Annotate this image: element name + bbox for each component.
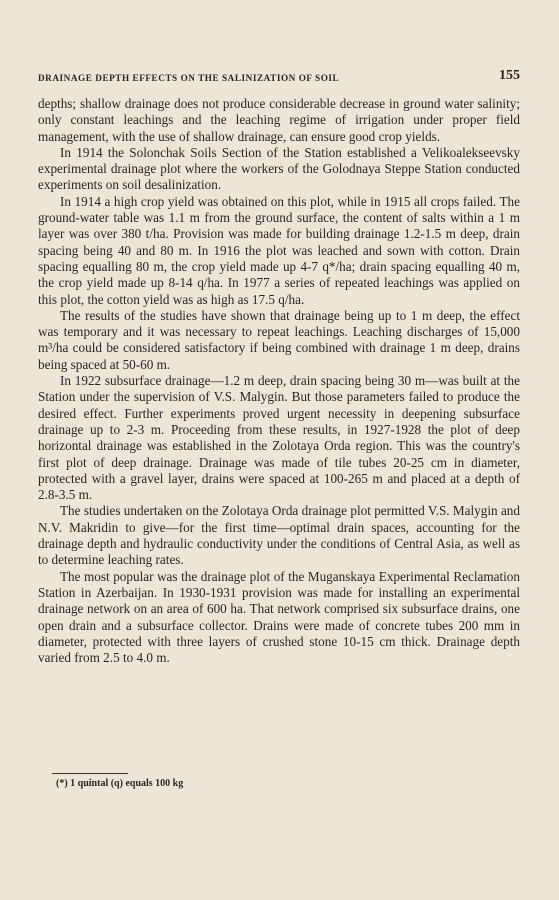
paragraph-velikoalekseevsky-plot: In 1914 the Solonchak Soils Section of the Station established a Velikoalekseevsky experimental drainage plot where the workers of the Golodnaya Steppe Station conducted experiments on soil desalinization.: [38, 144, 520, 193]
page-number: 155: [499, 68, 520, 83]
paragraph-subsurface-drainage-1922: In 1922 subsurface drainage—1.2 m deep, drain spacing being 30 m—was built at the Station under the supervision of V.S. Malygin. But those parameters failed to produce the desired effect. Further experiments proved urgent necessity in deepening subsurface drainage up to 2-3 m. Proceeding from these results, in 1927-1928 the plot of deep horizontal drainage was established in the Zolotaya Orda region. This was the country's first plot of deep drainage. Drainage was made of tile tubes 20-25 cm in diameter, protected with a gravel layer, drains were spaced at 100-265 m and placed at a depth of 2.8-3.5 m.: [38, 373, 520, 503]
paragraph-zolotaya-orda-studies: The studies undertaken on the Zolotaya Orda drainage plot permitted V.S. Malygin and N.V. Makridin to give—for the first time—optimal drain spaces, accounting for the drainage depth and hydraulic conductivity under the conditions of Central Asia, as well as to determine leaching rates.: [38, 503, 520, 568]
footnote-rule: [52, 773, 128, 774]
paragraph-continuation: depths; shallow drainage does not produce considerable decrease in ground water salinity; only constant leachings and the leaching regime of irrigation under proper field management, with the use of shallow drainage, can ensure good crop yields.: [38, 96, 520, 144]
paragraph-muganskaya-station: The most popular was the drainage plot of the Muganskaya Experimental Reclamation Station in Azerbaijan. In 1930-1931 provision was made for installing an experimental drainage network on an area of 600 ha. That network comprised six subsurface drains, one open drain and a subsurface collector. Drains were made of concrete tubes 200 mm in diameter, protected with three layers of crushed stone 10-15 cm thick. Drainage depth varied from 2.5 to 4.0 m.: [38, 568, 520, 666]
body-text: [38, 96, 520, 666]
footnote: (*) 1 quintal (q) equals 100 kg: [56, 778, 184, 789]
paragraph-crop-yield-1914: In 1914 a high crop yield was obtained on this plot, while in 1915 all crops failed. The ground-water table was 1.1 m from the ground surface, the content of salts within a 1 m layer was over 380 t/ha. Provision was made for building drainage 1.2-1.5 m deep, drain spacing being 40 and 80 m. In 1916 the plot was leached and sown with cotton. Drain spacing equalling 80 m, the crop yield made up 4-7 q*/ha; drain spacing equalling 40 m, the crop yield made up 8-14 q/ha. In 1977 a series of repeated leachings was applied on this plot, the cotton yield was as high as 17.5 q/ha.: [38, 193, 520, 307]
page-header: [38, 68, 520, 90]
running-head: DRAINAGE DEPTH EFFECTS ON THE SALINIZATION OF SOIL: [38, 73, 340, 83]
paragraph-study-results: The results of the studies have shown that drainage being up to 1 m deep, the effect was temporary and it was necessary to repeat leachings. Leaching discharges of 15,000 m³/ha could be considered satisfactory if being combined with drainage 1 m deep, drains being spaced at 50-60 m.: [38, 307, 520, 372]
